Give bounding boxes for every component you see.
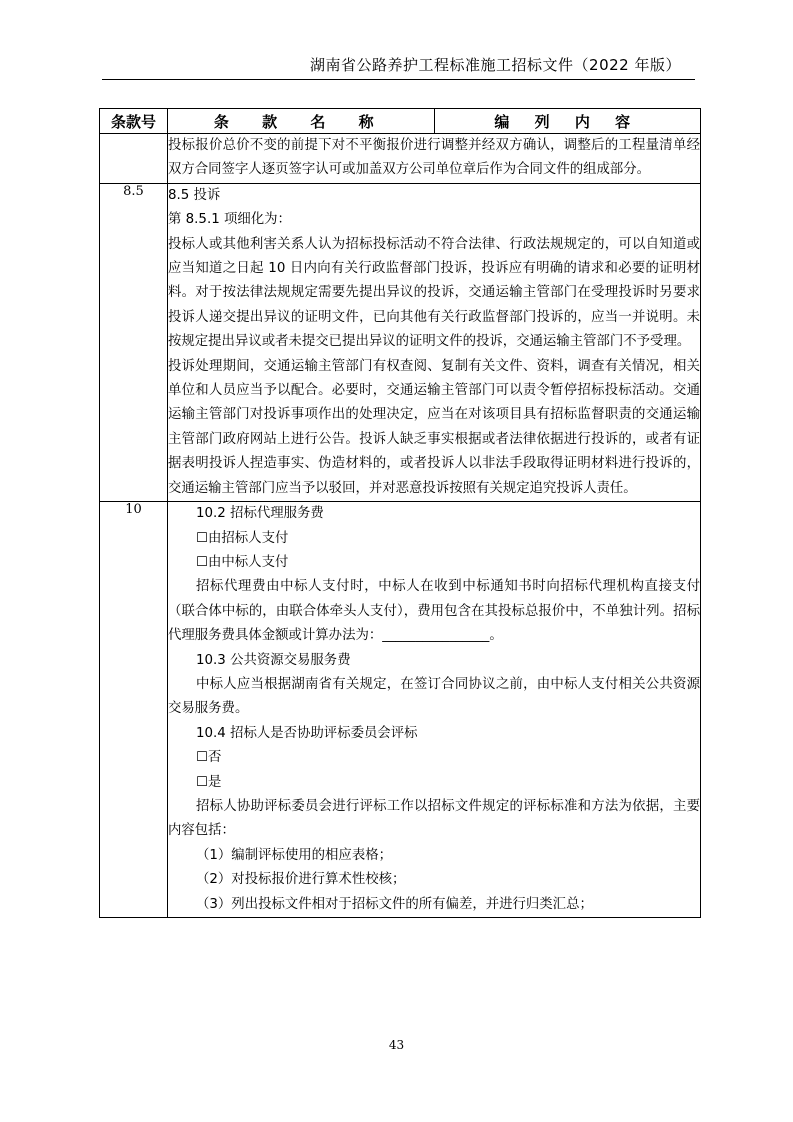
content-paragraph: 投标报价总价不变的前提下对不平衡报价进行调整并经双方确认，调整后的工程量清单经双方合同签字人逐页签字认可或加盖双方公司单位章后作为合同文件的组成部分。 (168, 138, 700, 178)
content-paragraph: 10.2 招标代理服务费 (196, 506, 324, 522)
clause-number (100, 134, 168, 184)
clause-content (168, 183, 701, 501)
table-header-row (100, 109, 701, 134)
content-paragraph: （2）对投标报价进行算术性校核； (196, 872, 406, 888)
table-row (100, 134, 701, 184)
content-paragraph: （1）编制评标使用的相应表格； (196, 847, 392, 863)
content-paragraph: 中标人应当根据湖南省有关规定，在签订合同协议之前，由中标人支付相关公共资源交易服务费。 (168, 676, 700, 717)
content-paragraph: 10.4 招标人是否协助评标委员会评标 (196, 725, 418, 741)
header-clause-name: 条 款 名 称 (168, 109, 435, 134)
content-paragraph: （3）列出投标文件相对于招标文件的所有偏差，并进行归类汇总； (196, 896, 593, 912)
content-paragraph: 招标代理费由中标人支付时，中标人在收到中标通知书时向招标代理机构直接支付（联合体中标的，由联合体牵头人支付），费用包含在其投标总报价中，不单独计列。招标代理服务费具体金额或计算办法为：________________。 (168, 579, 700, 644)
table-row (100, 502, 701, 918)
content-paragraph: 投标人或其他利害关系人认为招标投标活动不符合法律、行政法规规定的，可以自知道或应当知道之日起 10 日内向有关行政监督部门投诉，投诉应有明确的请求和必要的证明材料。对于按法律法规规定需要先提出异议的投诉，交通运输主管部门在受理投诉时另要求投诉人递交提出异议的证明文件，已向其他有关行政监督部门投诉的，应当一并说明。未按规定提出异议或者未提交已提出异议的证明文件的投诉，交通运输主管部门不予受理。 (168, 236, 700, 350)
document-header-title: 湖南省公路养护工程标准施工招标文件（2022 年版） (310, 56, 681, 74)
header-rule (102, 79, 695, 80)
clause-content (168, 134, 701, 184)
content-paragraph: ☐否 (196, 750, 222, 766)
page-number: 43 (388, 1038, 405, 1052)
clause-table (99, 108, 701, 918)
clause-content (168, 502, 701, 918)
content-paragraph: ☐由招标人支付 (196, 530, 289, 546)
content-paragraph: 投诉处理期间，交通运输主管部门有权查阅、复制有关文件、资料，调查有关情况，相关单位和人员应当予以配合。必要时，交通运输主管部门可以责令暂停招标投标活动。交通运输主管部门对投诉事项作出的处理决定，应当在对该项目具有招标监督职责的交通运输主管部门政府网站上进行公告。投诉人缺乏事实根据或者法律依据进行投诉的，或者有证据表明投诉人捏造事实、伪造材料的，或者投诉人以非法手段取得证明材料进行投诉的，交通运输主管部门应当予以驳回，并对恶意投诉按照有关规定追究投诉人责任。 (168, 358, 700, 496)
content-paragraph: ☐是 (196, 774, 222, 790)
content-paragraph: 10.3 公共资源交易服务费 (196, 652, 351, 668)
content-paragraph: 招标人协助评标委员会进行评标工作以招标文件规定的评标标准和方法为依据，主要内容包括： (168, 798, 700, 839)
clause-number: 10 (100, 502, 168, 918)
header-clause-number: 条款号 (100, 109, 168, 134)
content-paragraph: 第 8.5.1 项细化为： (168, 212, 291, 228)
content-paragraph: ☐由中标人支付 (196, 554, 289, 570)
clause-number: 8.5 (100, 183, 168, 501)
content-paragraph: 8.5 投诉 (168, 187, 221, 203)
table-row (100, 183, 701, 501)
header-content: 编 列 内 容 (434, 109, 701, 134)
